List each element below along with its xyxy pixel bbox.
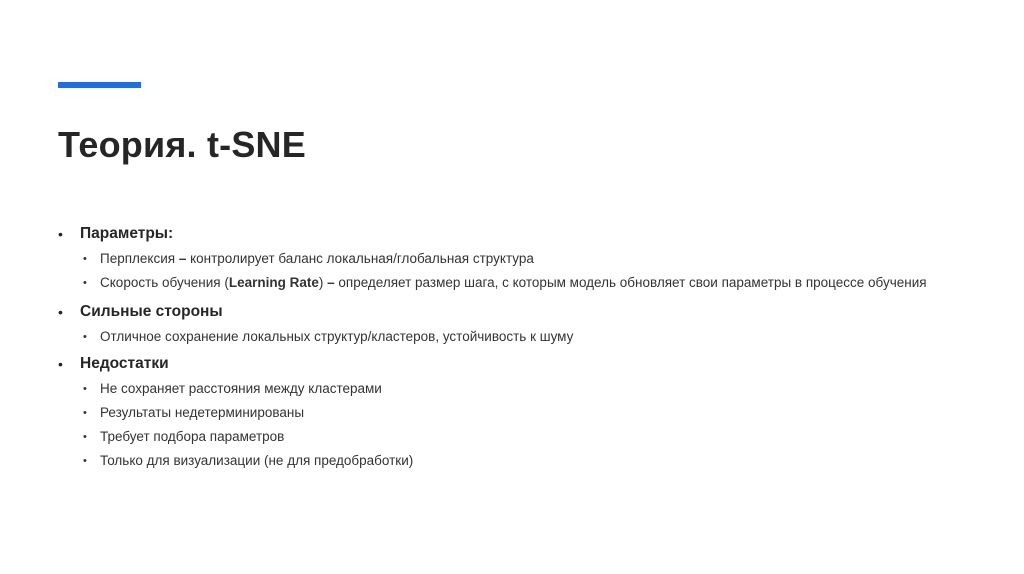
perplexity-description: контролирует баланс локальная/глобальная структура <box>190 251 534 266</box>
weakness-text: Не сохраняет расстояния между кластерами <box>100 381 382 396</box>
learning-rate-description: определяет размер шага, с которым модель обновляет свои параметры в процессе обучения <box>338 275 927 290</box>
bullet-icon: • <box>83 431 87 443</box>
term-perplexity: Перплексия <box>100 251 176 266</box>
parameters-list <box>80 250 958 292</box>
bullet-icon: • <box>83 383 87 395</box>
slide-title: Теория. t-SNE <box>58 124 306 165</box>
section-parameters <box>58 222 958 292</box>
list-item-learning-rate <box>80 274 958 292</box>
slide-content <box>58 222 958 478</box>
bullet-icon: • <box>83 407 87 419</box>
weakness-text: Результаты недетерминированы <box>100 405 305 420</box>
term-learning-rate: Learning Rate <box>228 275 319 290</box>
dash-separator: – <box>323 275 339 290</box>
list-item <box>80 380 958 398</box>
title-accent-bar <box>58 82 141 88</box>
section-weaknesses <box>58 352 958 470</box>
weaknesses-list <box>80 380 958 470</box>
bullet-icon: • <box>58 304 63 320</box>
bullet-icon: • <box>58 356 63 372</box>
learning-rate-suffix: ) <box>318 275 324 290</box>
list-item <box>80 452 958 470</box>
list-item <box>80 428 958 446</box>
dash-separator: – <box>175 251 191 266</box>
bullet-icon: • <box>83 331 87 343</box>
section-heading-parameters: Параметры: <box>80 225 174 242</box>
bullet-icon: • <box>58 226 63 242</box>
weakness-text: Требует подбора параметров <box>100 429 285 444</box>
strength-text: Отличное сохранение локальных структур/кластеров, устойчивость к шуму <box>100 329 574 344</box>
strengths-list <box>80 328 958 346</box>
bullet-icon: • <box>83 455 87 467</box>
learning-rate-prefix: Скорость обучения ( <box>100 275 229 290</box>
bullet-icon: • <box>83 277 87 289</box>
list-item-perplexity <box>80 250 958 268</box>
list-item <box>80 328 958 346</box>
section-strengths <box>58 300 958 346</box>
section-heading-weaknesses: Недостатки <box>80 355 169 372</box>
bullet-icon: • <box>83 253 87 265</box>
section-heading-strengths: Сильные стороны <box>80 303 223 320</box>
weakness-text: Только для визуализации (не для предобработки) <box>100 453 414 468</box>
list-item <box>80 404 958 422</box>
